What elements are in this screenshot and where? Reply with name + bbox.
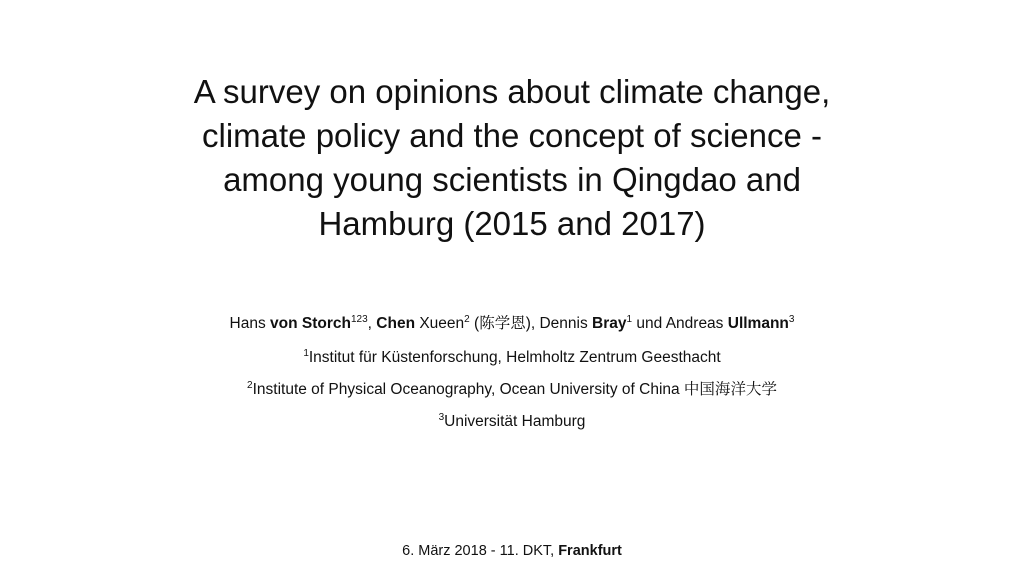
affiliation-1-text: Institut für Küstenforschung, Helmholtz Zentrum Geesthacht [308, 349, 721, 366]
author-1-affiliation-marks: 123 [350, 314, 368, 325]
author-2-affiliation-marks: 2 [464, 314, 470, 325]
title-line-3: among young scientists in Qingdao and [223, 161, 801, 198]
author-2-last-name: Chen [376, 315, 416, 332]
author-separator-2: , Dennis [530, 315, 593, 332]
affiliation-3-text: Universität Hamburg [444, 413, 586, 430]
title-line-2: climate policy and the concept of science - [202, 117, 822, 154]
slide-title [112, 70, 912, 246]
author-1-first-name: Hans [229, 315, 271, 332]
title-line-1: A survey on opinions about climate change, [193, 73, 831, 110]
author-2-first-name: Xueen [415, 315, 465, 332]
affiliation-2 [62, 378, 962, 402]
affiliation-2-mark: 2 [247, 380, 253, 391]
author-line [62, 312, 962, 336]
slide-footer [62, 540, 962, 562]
affiliation-1-mark: 1 [303, 348, 309, 359]
author-separator-3: und Andreas [632, 315, 728, 332]
footer-city: Frankfurt [558, 543, 622, 559]
affiliation-1 [62, 346, 962, 370]
author-3-last-name: Bray [592, 315, 627, 332]
footer-date-event: 6. März 2018 - 11. DKT, [402, 543, 559, 559]
affiliation-3-mark: 3 [438, 412, 445, 423]
author-2-chinese-name: (陈学恩) [469, 315, 531, 332]
author-4-affiliation-marks: 3 [788, 314, 795, 325]
affiliation-3 [62, 410, 962, 434]
author-3-affiliation-marks: 1 [626, 314, 633, 325]
author-4-last-name: Ullmann [727, 315, 789, 332]
title-line-4: Hamburg (2015 and 2017) [318, 205, 706, 242]
author-1-last-name: von Storch [270, 315, 351, 332]
affiliation-2-text: Institute of Physical Oceanography, Ocean University of China 中国海洋大学 [252, 381, 777, 398]
author-separator-1: , [367, 315, 377, 332]
